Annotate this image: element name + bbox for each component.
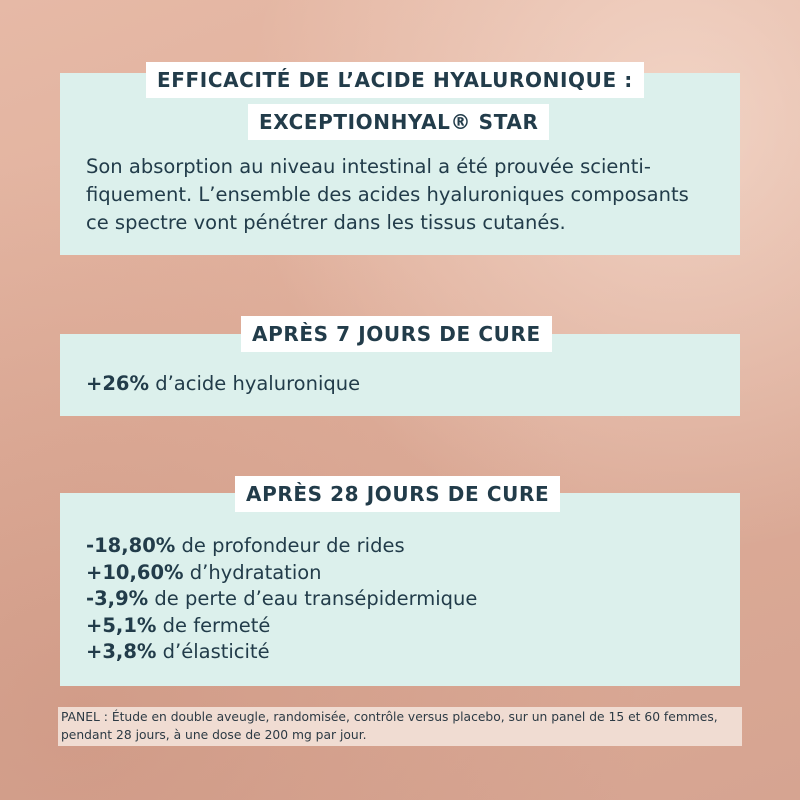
stat-value: +5,1%	[86, 613, 157, 637]
list-item	[86, 560, 477, 587]
panel-footnote: PANEL : Étude en double aveugle, randomisée, contrôle versus placebo, sur un panel de 15 et 60 femmes, pendant 28 jours, à une dose de 200 mg par jour.	[58, 707, 742, 746]
list-item	[86, 613, 477, 640]
stat-label: d’élasticité	[162, 640, 270, 663]
list-item	[86, 533, 477, 560]
section-subtitle-exceptionhyal: EXCEPTIONHYAL® STAR	[248, 104, 549, 140]
stat-label: de fermeté	[162, 613, 271, 637]
stat-line	[86, 371, 360, 397]
section-title-28-jours: APRÈS 28 JOURS DE CURE	[235, 476, 560, 512]
stats-list	[86, 533, 477, 666]
stat-value: +26%	[86, 372, 150, 395]
stat-label: de profondeur de rides	[181, 534, 405, 557]
stat-value: +3,8%	[86, 640, 157, 663]
stat-label: de perte d’eau transépidermique	[154, 587, 478, 610]
stat-value: -3,9%	[86, 587, 149, 610]
stat-label: d’hydratation	[189, 560, 322, 584]
absorption-text: Son absorption au niveau intestinal a été prouvée scienti- fiquement. L’ensemble des acides hyaluroniques composants ce spectre vont pénétrer dans les tissus cutanés.	[86, 155, 689, 234]
stat-label: d’acide hyaluronique	[155, 372, 361, 395]
stat-value: +10,60%	[86, 560, 184, 584]
section-title-efficacite: EFFICACITÉ DE L’ACIDE HYALURONIQUE :	[146, 62, 644, 98]
list-item	[86, 586, 477, 613]
stat-value: -18,80%	[86, 534, 176, 557]
section-title-7-jours: APRÈS 7 JOURS DE CURE	[241, 316, 552, 352]
list-item	[86, 639, 477, 666]
